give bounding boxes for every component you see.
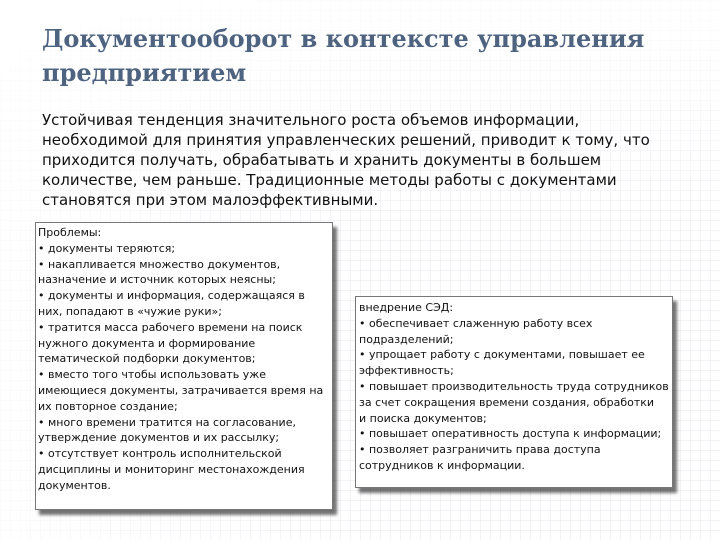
problems-line: имеющиеся документы, затрачивается время на xyxy=(38,383,324,397)
problems-line: их повторное создание; xyxy=(38,399,178,413)
intro-line: необходимой для принятия управленческих решений, приводит к тому, что xyxy=(42,131,650,149)
intro-paragraph xyxy=(42,110,692,210)
solution-line: • повышает оперативность доступа к информации; xyxy=(359,427,662,441)
problems-line: тематической подборки документов; xyxy=(38,352,256,366)
problems-box xyxy=(35,222,333,510)
solution-line: за счет сокращения времени создания, обработки xyxy=(359,395,655,409)
solution-line: • упрощает работу с документами, повышает ее xyxy=(359,348,645,362)
problems-line: Проблемы: xyxy=(38,226,102,239)
problems-line: дисциплины и мониторинг местонахождения xyxy=(38,462,305,476)
problems-line: • много времени тратится на согласование, xyxy=(38,415,296,429)
solution-line: и поиска документов; xyxy=(359,411,487,425)
solution-line: • обеспечивает слаженную работу всех xyxy=(359,316,593,330)
problems-line: • документы теряются; xyxy=(38,241,176,255)
problems-line: • вместо того чтобы использовать уже xyxy=(38,368,266,382)
problems-line: нужного документа и формирование xyxy=(38,336,256,350)
problems-line: • отсутствует контроль исполнительской xyxy=(38,447,282,461)
solution-box xyxy=(355,296,673,488)
solution-line: • позволяет разграничить права доступа xyxy=(359,443,601,457)
intro-line: становятся при этом малоэффективными. xyxy=(42,191,379,209)
slide-title xyxy=(42,22,682,90)
intro-line: Устойчивая тенденция значительного роста объемов информации, xyxy=(42,111,580,129)
problems-line: • тратится масса рабочего времени на поиск xyxy=(38,320,303,334)
title-line: предприятием xyxy=(42,58,247,87)
intro-line: количестве, чем раньше. Традиционные методы работы с документами xyxy=(42,171,617,189)
problems-line: • документы и информация, содержащаяся в xyxy=(38,289,305,303)
problems-line: • накапливается множество документов, xyxy=(38,257,281,271)
intro-line: приходится получать, обрабатывать и хранить документы в большем xyxy=(42,151,602,169)
solution-line: сотрудников к информации. xyxy=(359,458,525,472)
problems-line: утверждение документов и их рассылку; xyxy=(38,431,280,445)
title-line: Документооборот в контексте управления xyxy=(42,24,645,53)
problems-line: них, попадают в «чужие руки»; xyxy=(38,304,222,318)
solution-line: эффективность; xyxy=(359,364,454,378)
solution-line: подразделений; xyxy=(359,332,454,346)
solution-line: • повышает производительность труда сотрудников xyxy=(359,379,669,393)
problems-line: документов. xyxy=(38,478,111,492)
solution-line: внедрение СЭД: xyxy=(359,301,454,314)
problems-line: назначение и источник которых неясны; xyxy=(38,273,276,287)
